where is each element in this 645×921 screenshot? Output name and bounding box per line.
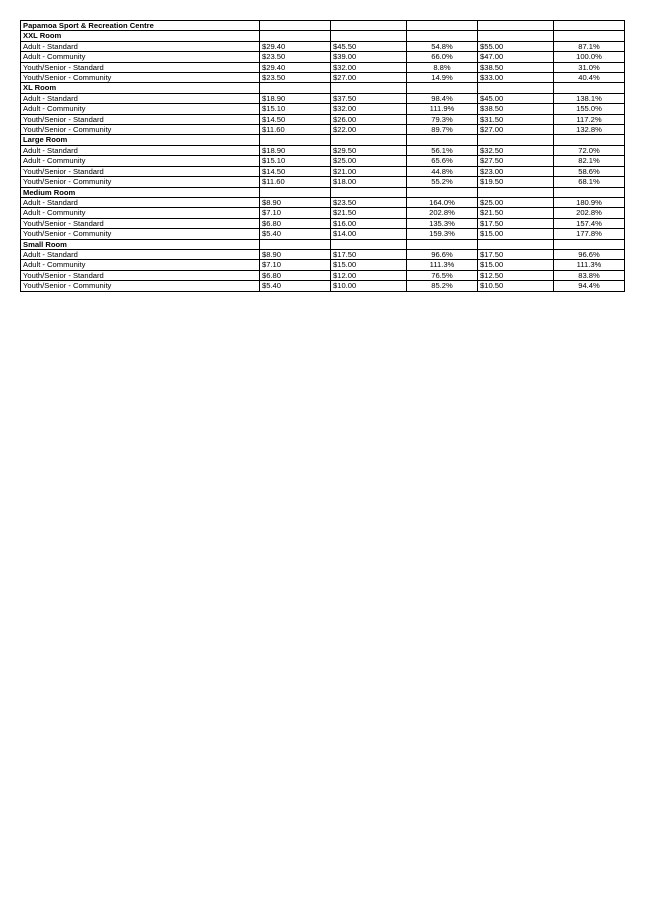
empty-cell: [331, 239, 407, 249]
change-percent-cell: 111.3%: [407, 260, 478, 270]
future-fee-cell: $32.50: [478, 145, 554, 155]
current-fee-cell: $7.10: [260, 260, 331, 270]
section-header-row: [21, 187, 625, 197]
empty-cell: [260, 135, 331, 145]
empty-cell: [407, 83, 478, 93]
table-row: [21, 52, 625, 62]
future-fee-cell: $33.00: [478, 73, 554, 83]
proposed-fee-cell: $39.00: [331, 52, 407, 62]
row-label: Adult - Community: [21, 104, 260, 114]
row-label: Adult - Community: [21, 208, 260, 218]
row-label: Youth/Senior - Community: [21, 177, 260, 187]
future-change-percent-cell: 87.1%: [554, 41, 625, 51]
proposed-fee-cell: $16.00: [331, 218, 407, 228]
empty-cell: [260, 31, 331, 41]
proposed-fee-cell: $22.00: [331, 125, 407, 135]
future-change-percent-cell: 132.8%: [554, 125, 625, 135]
row-label: Adult - Community: [21, 260, 260, 270]
row-label: Adult - Community: [21, 156, 260, 166]
change-percent-cell: 111.9%: [407, 104, 478, 114]
future-change-percent-cell: 117.2%: [554, 114, 625, 124]
fees-table-body: [21, 21, 625, 292]
row-label: Adult - Standard: [21, 41, 260, 51]
row-label: Youth/Senior - Standard: [21, 218, 260, 228]
future-change-percent-cell: 180.9%: [554, 197, 625, 207]
proposed-fee-cell: $25.00: [331, 156, 407, 166]
empty-cell: [478, 187, 554, 197]
row-label: Youth/Senior - Standard: [21, 114, 260, 124]
section-title: XXL Room: [21, 31, 260, 41]
empty-cell: [407, 31, 478, 41]
future-fee-cell: $17.50: [478, 249, 554, 259]
future-fee-cell: $10.50: [478, 281, 554, 291]
empty-cell: [407, 239, 478, 249]
future-change-percent-cell: 94.4%: [554, 281, 625, 291]
empty-cell: [478, 83, 554, 93]
change-percent-cell: 159.3%: [407, 229, 478, 239]
current-fee-cell: $11.60: [260, 125, 331, 135]
section-header-row: [21, 135, 625, 145]
current-fee-cell: $29.40: [260, 41, 331, 51]
row-label: Adult - Standard: [21, 249, 260, 259]
proposed-fee-cell: $45.50: [331, 41, 407, 51]
proposed-fee-cell: $15.00: [331, 260, 407, 270]
row-label: Youth/Senior - Standard: [21, 166, 260, 176]
current-fee-cell: $15.10: [260, 104, 331, 114]
row-label: Adult - Standard: [21, 197, 260, 207]
proposed-fee-cell: $32.00: [331, 62, 407, 72]
title-row: [21, 21, 625, 31]
table-row: [21, 62, 625, 72]
current-fee-cell: $11.60: [260, 177, 331, 187]
table-row: [21, 197, 625, 207]
empty-cell: [407, 21, 478, 31]
future-fee-cell: $27.50: [478, 156, 554, 166]
current-fee-cell: $23.50: [260, 52, 331, 62]
proposed-fee-cell: $21.50: [331, 208, 407, 218]
change-percent-cell: 56.1%: [407, 145, 478, 155]
empty-cell: [331, 83, 407, 93]
future-fee-cell: $23.00: [478, 166, 554, 176]
change-percent-cell: 98.4%: [407, 93, 478, 103]
empty-cell: [260, 239, 331, 249]
proposed-fee-cell: $32.00: [331, 104, 407, 114]
table-row: [21, 177, 625, 187]
current-fee-cell: $5.40: [260, 229, 331, 239]
section-title: Large Room: [21, 135, 260, 145]
current-fee-cell: $14.50: [260, 166, 331, 176]
future-fee-cell: $17.50: [478, 218, 554, 228]
table-row: [21, 41, 625, 51]
change-percent-cell: 76.5%: [407, 270, 478, 280]
table-row: [21, 114, 625, 124]
future-change-percent-cell: 202.8%: [554, 208, 625, 218]
proposed-fee-cell: $21.00: [331, 166, 407, 176]
current-fee-cell: $6.80: [260, 218, 331, 228]
change-percent-cell: 202.8%: [407, 208, 478, 218]
empty-cell: [478, 21, 554, 31]
future-change-percent-cell: 155.0%: [554, 104, 625, 114]
proposed-fee-cell: $37.50: [331, 93, 407, 103]
proposed-fee-cell: $17.50: [331, 249, 407, 259]
row-label: Youth/Senior - Community: [21, 281, 260, 291]
change-percent-cell: 54.8%: [407, 41, 478, 51]
future-fee-cell: $15.00: [478, 260, 554, 270]
future-change-percent-cell: 96.6%: [554, 249, 625, 259]
empty-cell: [554, 21, 625, 31]
section-title: Medium Room: [21, 187, 260, 197]
future-change-percent-cell: 83.8%: [554, 270, 625, 280]
empty-cell: [554, 187, 625, 197]
proposed-fee-cell: $14.00: [331, 229, 407, 239]
table-row: [21, 166, 625, 176]
table-title: Papamoa Sport & Recreation Centre: [21, 21, 260, 31]
change-percent-cell: 65.6%: [407, 156, 478, 166]
future-fee-cell: $21.50: [478, 208, 554, 218]
current-fee-cell: $15.10: [260, 156, 331, 166]
future-fee-cell: $12.50: [478, 270, 554, 280]
future-fee-cell: $55.00: [478, 41, 554, 51]
current-fee-cell: $5.40: [260, 281, 331, 291]
row-label: Youth/Senior - Standard: [21, 270, 260, 280]
table-row: [21, 260, 625, 270]
table-row: [21, 125, 625, 135]
future-fee-cell: $31.50: [478, 114, 554, 124]
current-fee-cell: $8.90: [260, 197, 331, 207]
future-change-percent-cell: 72.0%: [554, 145, 625, 155]
change-percent-cell: 85.2%: [407, 281, 478, 291]
row-label: Youth/Senior - Standard: [21, 62, 260, 72]
empty-cell: [554, 239, 625, 249]
future-change-percent-cell: 177.8%: [554, 229, 625, 239]
future-fee-cell: $27.00: [478, 125, 554, 135]
future-change-percent-cell: 68.1%: [554, 177, 625, 187]
section-title: Small Room: [21, 239, 260, 249]
future-change-percent-cell: 82.1%: [554, 156, 625, 166]
section-title: XL Room: [21, 83, 260, 93]
change-percent-cell: 89.7%: [407, 125, 478, 135]
section-header-row: [21, 239, 625, 249]
table-row: [21, 156, 625, 166]
proposed-fee-cell: $18.00: [331, 177, 407, 187]
empty-cell: [331, 135, 407, 145]
current-fee-cell: $7.10: [260, 208, 331, 218]
table-row: [21, 93, 625, 103]
future-change-percent-cell: 58.6%: [554, 166, 625, 176]
table-row: [21, 218, 625, 228]
change-percent-cell: 135.3%: [407, 218, 478, 228]
row-label: Adult - Standard: [21, 93, 260, 103]
empty-cell: [331, 187, 407, 197]
change-percent-cell: 79.3%: [407, 114, 478, 124]
row-label: Youth/Senior - Community: [21, 73, 260, 83]
empty-cell: [331, 31, 407, 41]
future-change-percent-cell: 157.4%: [554, 218, 625, 228]
change-percent-cell: 44.8%: [407, 166, 478, 176]
change-percent-cell: 66.0%: [407, 52, 478, 62]
empty-cell: [260, 83, 331, 93]
future-fee-cell: $47.00: [478, 52, 554, 62]
row-label: Youth/Senior - Community: [21, 229, 260, 239]
current-fee-cell: $29.40: [260, 62, 331, 72]
empty-cell: [478, 31, 554, 41]
proposed-fee-cell: $27.00: [331, 73, 407, 83]
row-label: Youth/Senior - Community: [21, 125, 260, 135]
future-fee-cell: $38.50: [478, 62, 554, 72]
table-row: [21, 249, 625, 259]
future-change-percent-cell: 40.4%: [554, 73, 625, 83]
row-label: Adult - Community: [21, 52, 260, 62]
section-header-row: [21, 83, 625, 93]
future-fee-cell: $15.00: [478, 229, 554, 239]
empty-cell: [260, 21, 331, 31]
current-fee-cell: $8.90: [260, 249, 331, 259]
proposed-fee-cell: $10.00: [331, 281, 407, 291]
empty-cell: [407, 187, 478, 197]
proposed-fee-cell: $26.00: [331, 114, 407, 124]
table-row: [21, 229, 625, 239]
empty-cell: [554, 135, 625, 145]
current-fee-cell: $14.50: [260, 114, 331, 124]
proposed-fee-cell: $29.50: [331, 145, 407, 155]
future-change-percent-cell: 138.1%: [554, 93, 625, 103]
section-header-row: [21, 31, 625, 41]
future-change-percent-cell: 111.3%: [554, 260, 625, 270]
future-fee-cell: $19.50: [478, 177, 554, 187]
future-fee-cell: $38.50: [478, 104, 554, 114]
table-row: [21, 104, 625, 114]
proposed-fee-cell: $23.50: [331, 197, 407, 207]
empty-cell: [478, 135, 554, 145]
future-fee-cell: $25.00: [478, 197, 554, 207]
change-percent-cell: 55.2%: [407, 177, 478, 187]
change-percent-cell: 8.8%: [407, 62, 478, 72]
current-fee-cell: $18.90: [260, 145, 331, 155]
table-row: [21, 208, 625, 218]
future-change-percent-cell: 31.0%: [554, 62, 625, 72]
change-percent-cell: 14.9%: [407, 73, 478, 83]
table-row: [21, 73, 625, 83]
empty-cell: [478, 239, 554, 249]
empty-cell: [331, 21, 407, 31]
row-label: Adult - Standard: [21, 145, 260, 155]
empty-cell: [407, 135, 478, 145]
future-fee-cell: $45.00: [478, 93, 554, 103]
current-fee-cell: $6.80: [260, 270, 331, 280]
table-row: [21, 145, 625, 155]
fees-table: [20, 20, 625, 292]
current-fee-cell: $23.50: [260, 73, 331, 83]
table-row: [21, 281, 625, 291]
empty-cell: [260, 187, 331, 197]
empty-cell: [554, 31, 625, 41]
table-row: [21, 270, 625, 280]
future-change-percent-cell: 100.0%: [554, 52, 625, 62]
change-percent-cell: 164.0%: [407, 197, 478, 207]
empty-cell: [554, 83, 625, 93]
change-percent-cell: 96.6%: [407, 249, 478, 259]
current-fee-cell: $18.90: [260, 93, 331, 103]
proposed-fee-cell: $12.00: [331, 270, 407, 280]
